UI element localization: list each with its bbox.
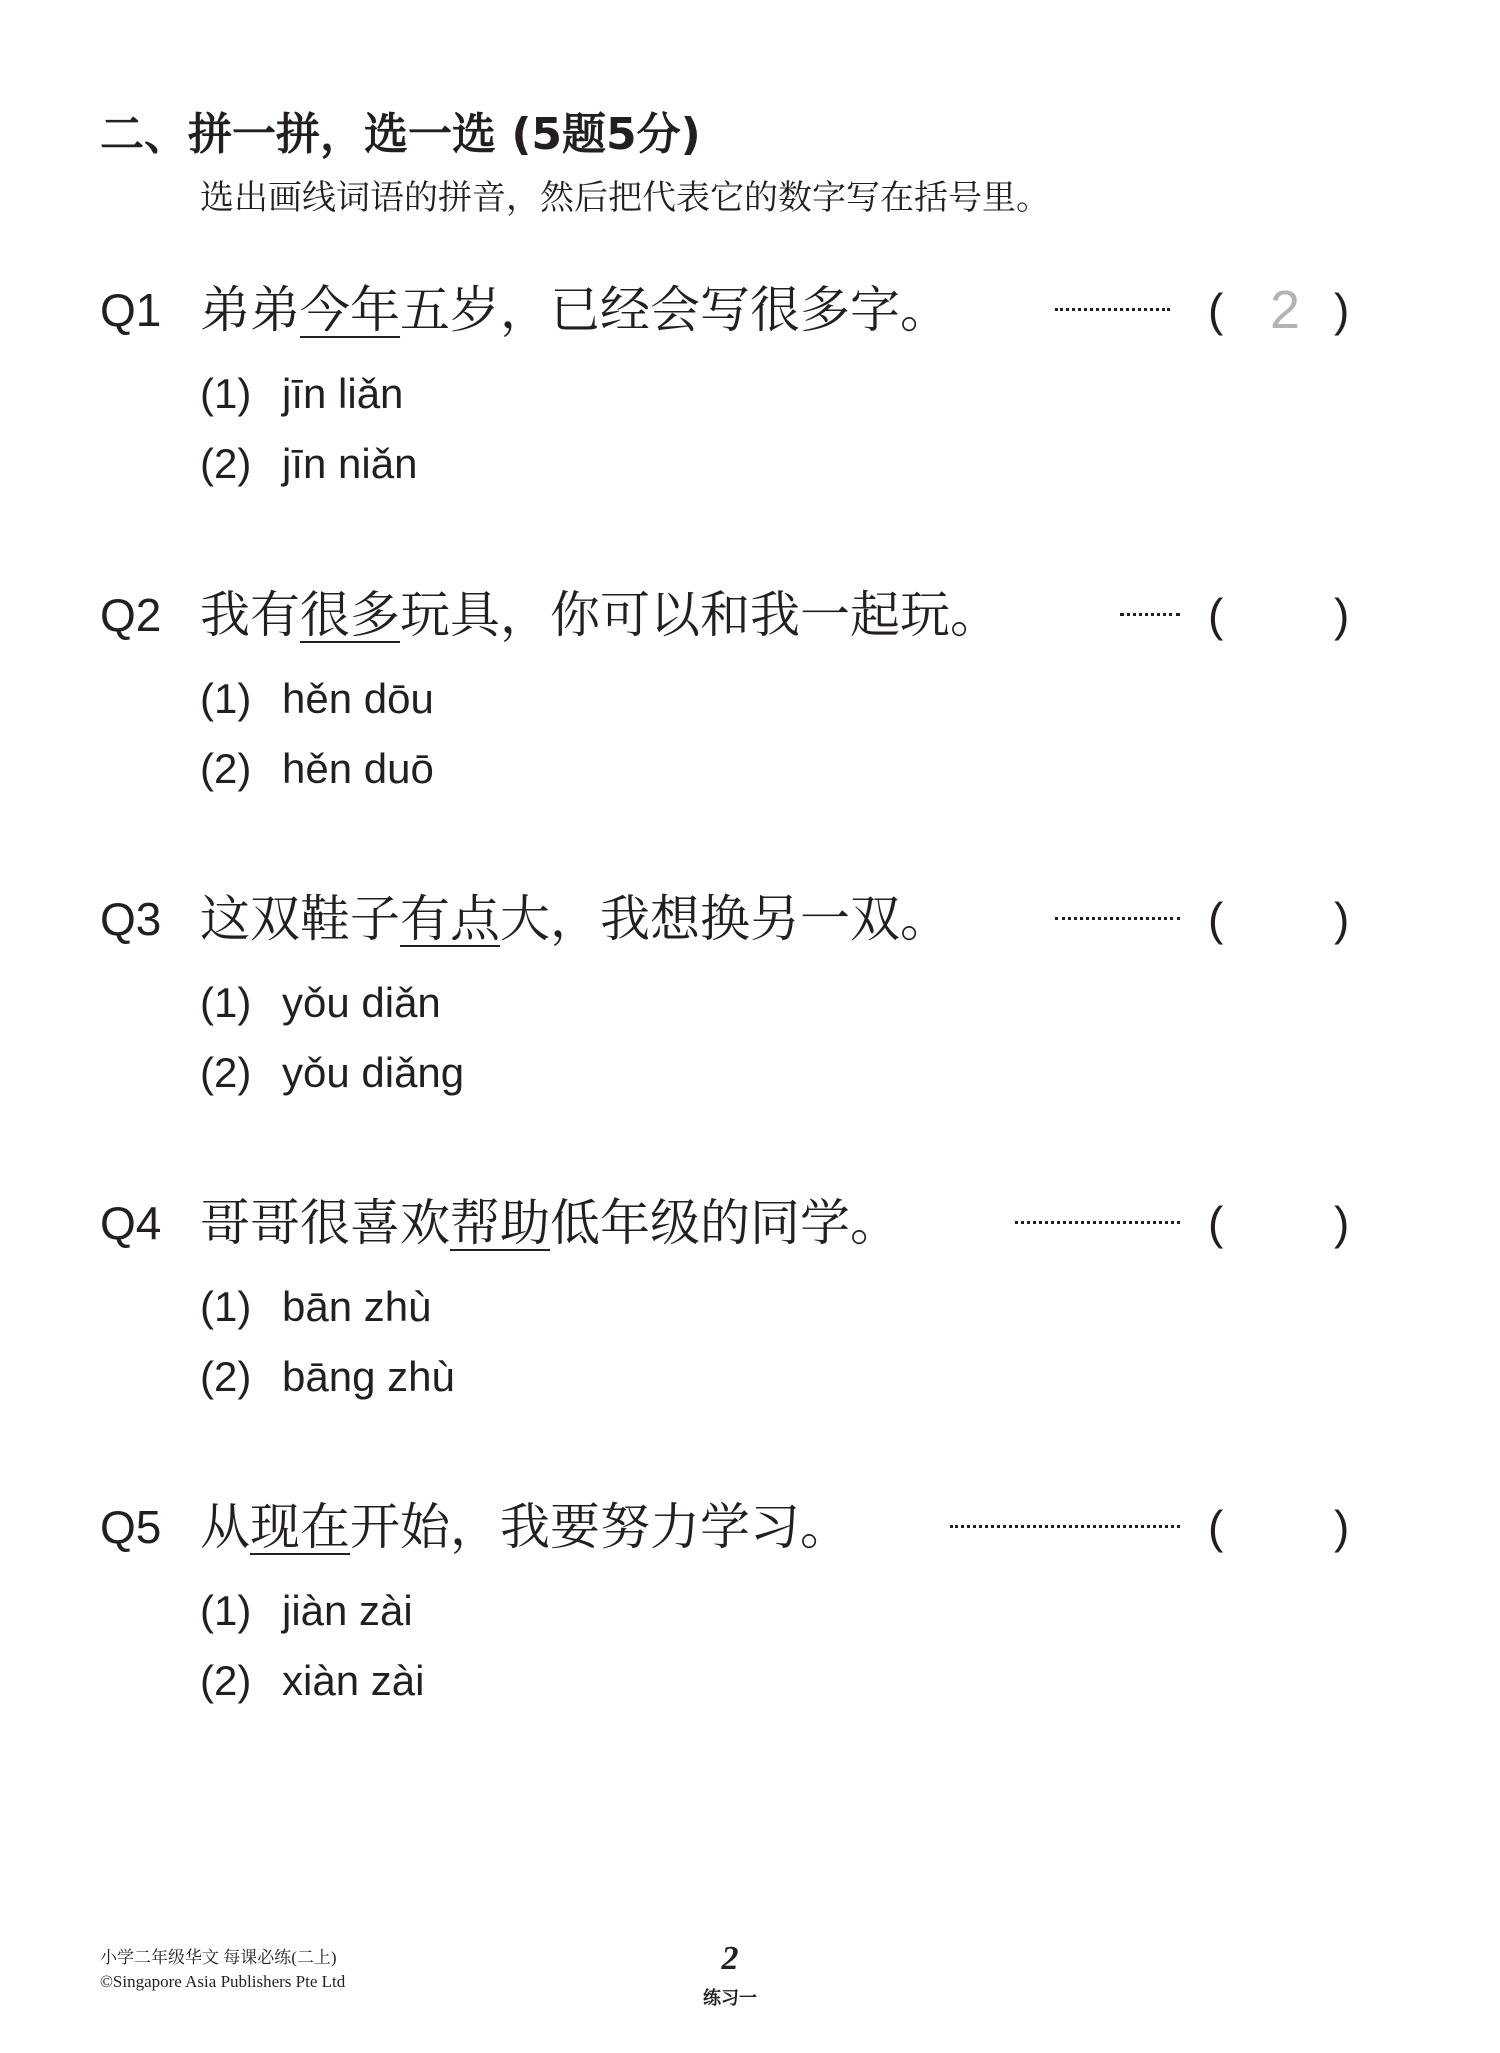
question-sentence [200,587,1000,643]
question-2 [0,586,1500,792]
answer-bracket-open: ( [1208,589,1224,641]
option-pinyin: xiàn zài [282,1657,425,1704]
option-pinyin: bāng zhù [282,1353,455,1400]
question-label: Q4 [100,1197,162,1249]
option-pinyin: hěn dōu [282,675,434,722]
sentence-before: 弟弟 [200,281,300,339]
option-number: (1) [200,675,252,722]
question-3 [0,890,1500,1096]
sentence-before: 这双鞋子 [200,890,400,948]
underlined-word: 今年 [300,281,400,339]
option-number: (2) [200,1353,252,1400]
question-sentence [200,1499,850,1555]
answer-bracket-open: ( [1208,1501,1224,1553]
sentence-before: 我有 [200,586,300,644]
section-instruction: 选出画线词语的拼音，然后把代表它的数字写在括号里。 [200,178,1050,218]
option-number: (2) [200,1049,252,1096]
sentence-after: 大，我想换另一双。 [500,890,950,948]
option-pinyin: bān zhù [282,1283,432,1330]
book-title: 小学二年级华文 每课必练(二上) [100,1948,337,1967]
sentence-after: 玩具，你可以和我一起玩。 [400,586,1000,644]
underlined-word: 现在 [250,1498,350,1556]
option-number: (2) [200,1657,252,1704]
answer-bracket-open: ( [1208,284,1224,336]
sentence-before: 从 [200,1498,250,1556]
option-number: (2) [200,440,252,487]
option-1 [200,370,403,418]
sentence-after: 开始，我要努力学习。 [350,1498,850,1556]
copyright-notice: ©Singapore Asia Publishers Pte Ltd [100,1972,346,1991]
option-number: (1) [200,1283,252,1330]
answer-bracket-open: ( [1208,893,1224,945]
option-1 [200,1283,431,1331]
answer-bracket-open: ( [1208,1197,1224,1249]
option-1 [200,979,441,1027]
option-2 [200,1049,464,1097]
option-number: (1) [200,370,252,417]
question-5 [0,1498,1500,1704]
footer-book-info [100,1946,345,1994]
option-2 [200,440,417,488]
answer-bracket-close: ) [1334,589,1350,641]
option-pinyin: yǒu diǎng [282,1049,465,1096]
answer-field[interactable]: 2 [1269,280,1301,340]
question-sentence [200,1195,900,1251]
exercise-label: 练习一 [703,1988,757,2009]
answer-bracket-close: ) [1334,1501,1350,1553]
option-pinyin: jīn niǎn [282,440,418,487]
question-4 [0,1194,1500,1400]
dotted-leader [950,1521,1180,1528]
question-1 [0,280,1500,487]
option-number: (2) [200,745,252,792]
option-pinyin: hěn duō [282,745,434,792]
option-2 [200,1353,455,1401]
page-number: 2 [721,1940,739,1977]
question-label: Q3 [100,893,162,945]
question-sentence [200,891,950,947]
section-title: 二、拼一拼，选一选 (5题5分) [100,109,701,160]
sentence-after: 低年级的同学。 [550,1194,900,1252]
option-pinyin: yǒu diǎn [282,979,441,1026]
option-1 [200,675,434,723]
dotted-leader [1015,1217,1180,1224]
option-pinyin: jīn liǎn [282,370,404,417]
sentence-after: 五岁，已经会写很多字。 [400,281,950,339]
question-label: Q5 [100,1501,162,1553]
answer-bracket-close: ) [1334,893,1350,945]
dotted-leader [1055,304,1170,311]
sentence-before: 哥哥很喜欢 [200,1194,450,1252]
dotted-leader [1120,609,1180,616]
question-sentence [200,282,950,338]
option-2 [200,745,434,793]
dotted-leader [1055,913,1180,920]
question-label: Q1 [100,284,162,336]
answer-bracket-close: ) [1334,1197,1350,1249]
option-number: (1) [200,1587,252,1634]
underlined-word: 很多 [300,586,400,644]
option-2 [200,1657,424,1705]
option-1 [200,1587,413,1635]
question-label: Q2 [100,589,162,641]
underlined-word: 帮助 [450,1194,550,1252]
option-number: (1) [200,979,252,1026]
underlined-word: 有点 [400,890,500,948]
answer-bracket-close: ) [1334,284,1350,336]
option-pinyin: jiàn zài [282,1587,413,1634]
